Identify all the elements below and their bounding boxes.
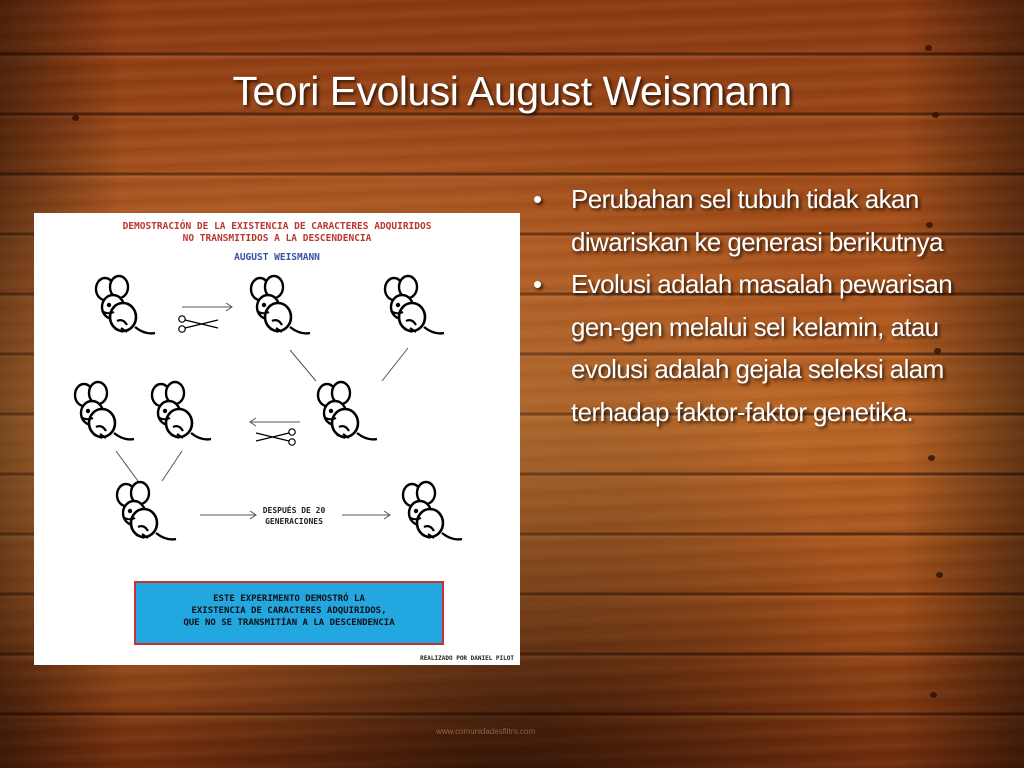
figure-author: AUGUST WEISMANN bbox=[234, 252, 320, 263]
mouse-icon bbox=[251, 276, 310, 333]
conclusion-line-1: ESTE EXPERIMENTO DEMOSTRÓ LA bbox=[213, 594, 365, 604]
mouse-icon bbox=[385, 276, 444, 333]
figure-heading-line-1: DEMOSTRACIÓN DE LA EXISTENCIA DE CARACTERES ADQUIRIDOS bbox=[122, 221, 432, 232]
wood-knot bbox=[925, 45, 932, 51]
bullet-item bbox=[533, 178, 953, 263]
weismann-experiment-figure bbox=[34, 213, 520, 665]
lineage-line bbox=[382, 348, 408, 381]
conclusion-box bbox=[134, 581, 444, 645]
wood-knot bbox=[928, 455, 935, 461]
bullet-text: Perubahan sel tubuh tidak akan diwariskan ke generasi berikutnya bbox=[571, 184, 943, 257]
lineage-line bbox=[290, 350, 316, 381]
scissors-icon bbox=[179, 316, 218, 332]
scissors-icon bbox=[256, 429, 295, 445]
generations-label-line-1: DESPUÉS DE 20 bbox=[262, 506, 326, 515]
mouse-icon bbox=[152, 382, 211, 439]
bullet-item bbox=[533, 263, 953, 433]
slide-title: Teori Evolusi August Weismann bbox=[232, 68, 792, 114]
lineage-line bbox=[116, 451, 138, 481]
generations-label-line-2: GENERACIONES bbox=[265, 517, 323, 526]
figure-heading-line-2: NO TRANSMITIDOS A LA DESCENDENCIA bbox=[182, 233, 372, 244]
bullet-text: Evolusi adalah masalah pewarisan gen-gen melalui sel kelamin, atau evolusi adalah gejala seleksi alam terhadap faktor-faktor genetika. bbox=[571, 269, 953, 427]
generations-label bbox=[252, 505, 336, 527]
bullet-dot-icon: • bbox=[533, 184, 542, 214]
bullet-dot-icon: • bbox=[533, 269, 542, 299]
mouse-icon bbox=[117, 482, 176, 539]
mouse-icon bbox=[318, 382, 377, 439]
lineage-line bbox=[162, 451, 182, 481]
wood-knot bbox=[936, 572, 943, 578]
conclusion-line-2: EXISTENCIA DE CARACTERES ADQUIRIDOS, bbox=[191, 606, 387, 616]
mouse-icon bbox=[75, 382, 134, 439]
mouse-icon bbox=[96, 276, 155, 333]
footer-watermark: www.comunidadesfiltro.com bbox=[436, 727, 536, 736]
mouse-icon bbox=[403, 482, 462, 539]
bullet-list bbox=[533, 178, 953, 433]
wood-knot bbox=[72, 115, 79, 121]
conclusion-line-3: QUE NO SE TRANSMITÍAN A LA DESCENDENCIA bbox=[183, 618, 395, 628]
figure-credit: REALIZADO POR DANIEL PILOT bbox=[420, 655, 514, 662]
wood-knot bbox=[930, 692, 937, 698]
